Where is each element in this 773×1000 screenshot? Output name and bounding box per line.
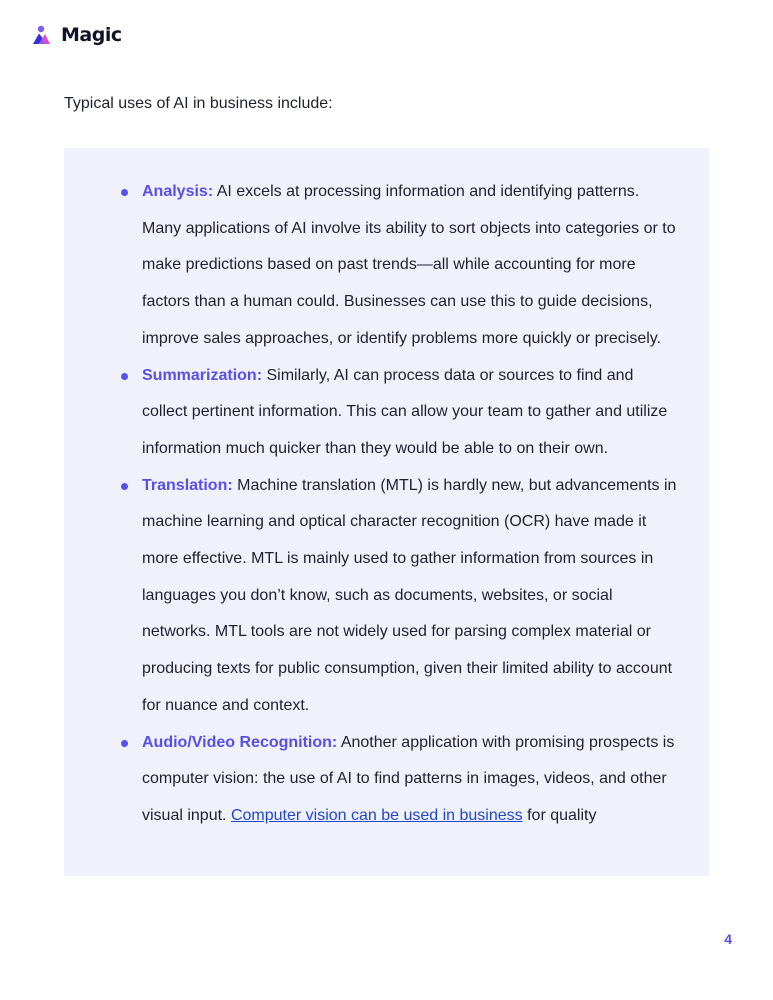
list-item-translation: [142, 468, 677, 725]
brand-header: [30, 24, 122, 46]
list-item-audio-video-recognition: [142, 725, 677, 835]
ai-uses-list: [142, 174, 677, 835]
intro-paragraph: Typical uses of AI in business include:: [64, 95, 333, 112]
item-text: Machine translation (MTL) is hardly new, but advancements in machine learning and optical character recognition (OCR) have made it more effective. MTL is mainly used to gather information from sources in languages you don’t know, such as documents, websites, or social networks. MTL tools are not widely used for parsing complex material or producing texts for public consumption, given their limited ability to account for nuance and context.: [142, 476, 677, 714]
item-term: Translation:: [142, 476, 233, 494]
item-text: AI excels at processing information and identifying patterns. Many applications of AI involve its ability to sort objects into categories or to make predictions based on past trends—all while accounting for more factors than a human could. Businesses can use this to guide decisions, improve sales approaches, or identify problems more quickly or precisely.: [142, 183, 676, 347]
bullet-dot-icon: [121, 483, 128, 490]
item-text: Another application with promising prospects is computer vision: the use of AI to find patterns in images, videos, and other visual input.: [142, 733, 675, 824]
brand-name: Magic: [61, 24, 122, 46]
list-item-analysis: [142, 174, 677, 358]
ai-uses-callout: [64, 148, 709, 876]
item-text-continued: for quality: [522, 806, 597, 824]
bullet-dot-icon: [121, 740, 128, 747]
bullet-dot-icon: [121, 189, 128, 196]
item-term: Summarization:: [142, 366, 263, 384]
item-term: Analysis:: [142, 183, 214, 200]
computer-vision-link[interactable]: Computer vision can be used in business: [230, 806, 523, 824]
bullet-dot-icon: [121, 373, 128, 380]
magic-figure-icon: [30, 24, 52, 46]
list-item-summarization: [142, 358, 677, 468]
item-text: Similarly, AI can process data or sources to find and collect pertinent information. This can allow your team to gather and utilize information much quicker than they would be able to on their own.: [142, 366, 668, 457]
page-number: 4: [724, 931, 732, 947]
item-term: Audio/Video Recognition:: [142, 733, 338, 751]
